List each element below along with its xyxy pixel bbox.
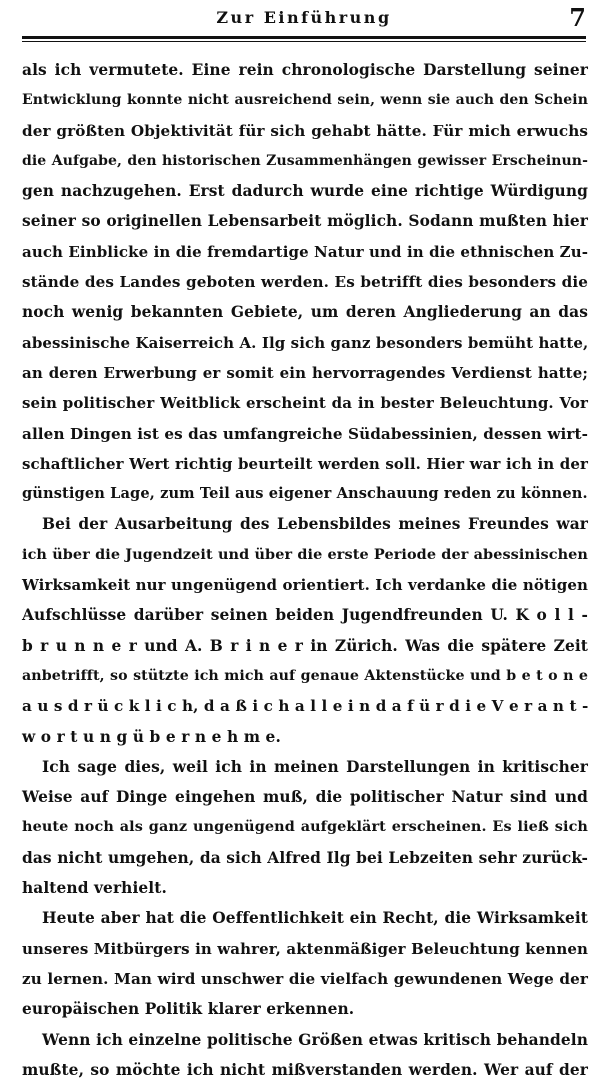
text-line: auch Einblicke in die fremdartige Natur und in die ethnischen Zu- [22, 242, 589, 261]
text-line: unseres Mitbürgers in wahrer, aktenmäßiger Beleuchtung kennen [22, 939, 588, 958]
text-line: Bei der Ausarbeitung des Lebensbildes meines Freundes war [42, 515, 588, 534]
text-line: Ich sage dies, weil ich in meinen Darstellungen in kritischer [42, 757, 588, 776]
text-line: sein politischer Weitblick erscheint da in bester Beleuchtung. Vor [22, 394, 588, 413]
header-rule-thick [22, 36, 586, 39]
text-line: Wenn ich einzelne politische Größen etwas kritisch behandeln [42, 1030, 588, 1049]
text-line: seiner so originellen Lebensarbeit möglich. Sodann mußten hier [22, 212, 588, 231]
page-number: 7 [569, 3, 586, 32]
text-line: haltend verhielt. [22, 879, 167, 898]
body-text [22, 55, 588, 1085]
text-line: Entwicklung konnte nicht ausreichend sein, wenn sie auch den Schein [22, 92, 588, 109]
text-line: gen nachzugehen. Erst dadurch wurde eine richtige Würdigung [22, 182, 588, 201]
text-line: der größten Objektivität für sich gehabt hätte. Für mich erwuchs [22, 121, 588, 140]
text-line: Aufschlüsse darüber seinen beiden Jugendfreunden U. K o l l - [22, 606, 588, 625]
text-line: noch wenig bekannten Gebiete, um deren Angliederung an das [22, 303, 588, 322]
text-line: zu lernen. Man wird unschwer die vielfach gewundenen Wege der [22, 969, 588, 988]
text-line: an deren Erwerbung er somit ein hervorragendes Verdienst hatte; [22, 363, 588, 382]
text-line: b r u n n e r und A. B r i n e r in Zürich. Was die spätere Zeit [22, 636, 588, 655]
text-line: schaftlicher Wert richtig beurteilt werden soll. Hier war ich in der [22, 454, 588, 473]
text-line: abessinische Kaiserreich A. Ilg sich ganz besonders bemüht hatte, [22, 333, 589, 352]
running-title: Zur Einführung [216, 8, 392, 27]
header-rule-thin [22, 41, 586, 42]
text-line: a u s d r ü c k l i c h, d a ß i c h a l l e i n d a f ü r d i e V e r a n t - [22, 697, 589, 716]
text-line: günstigen Lage, zum Teil aus eigener Anschauung reden zu können. [22, 485, 588, 503]
text-line: ich über die Jugendzeit und über die erste Periode der abessinischen [22, 545, 588, 563]
text-line: Heute aber hat die Oeffentlichkeit ein Recht, die Wirksamkeit [42, 909, 588, 928]
text-line: allen Dingen ist es das umfangreiche Südabessinien, dessen wirt- [22, 424, 588, 443]
running-head [22, 4, 586, 36]
text-line: Weise auf Dinge eingehen muß, die politischer Natur sind und [22, 788, 588, 807]
text-line: heute noch als ganz ungenügend aufgeklärt erscheinen. Es ließ sich [22, 818, 588, 836]
text-line: w o r t u n g ü b e r n e h m e. [22, 727, 281, 746]
text-line: mußte, so möchte ich nicht mißverstanden werden. Wer auf der [22, 1060, 588, 1079]
text-line: anbetrifft, so stützte ich mich auf genaue Aktenstücke und b e t o n e [22, 667, 588, 684]
text-line: europäischen Politik klarer erkennen. [22, 1000, 355, 1019]
text-line: das nicht umgehen, da sich Alfred Ilg bei Lebzeiten sehr zurück- [22, 848, 588, 867]
text-line: die Aufgabe, den historischen Zusammenhängen gewisser Erscheinun- [22, 152, 588, 169]
text-line: stände des Landes geboten werden. Es betrifft dies besonders die [22, 273, 588, 292]
text-line: als ich vermutete. Eine rein chronologische Darstellung seiner [22, 61, 588, 79]
text-line: Wirksamkeit nur ungenügend orientiert. Ich verdanke die nötigen [22, 576, 588, 595]
